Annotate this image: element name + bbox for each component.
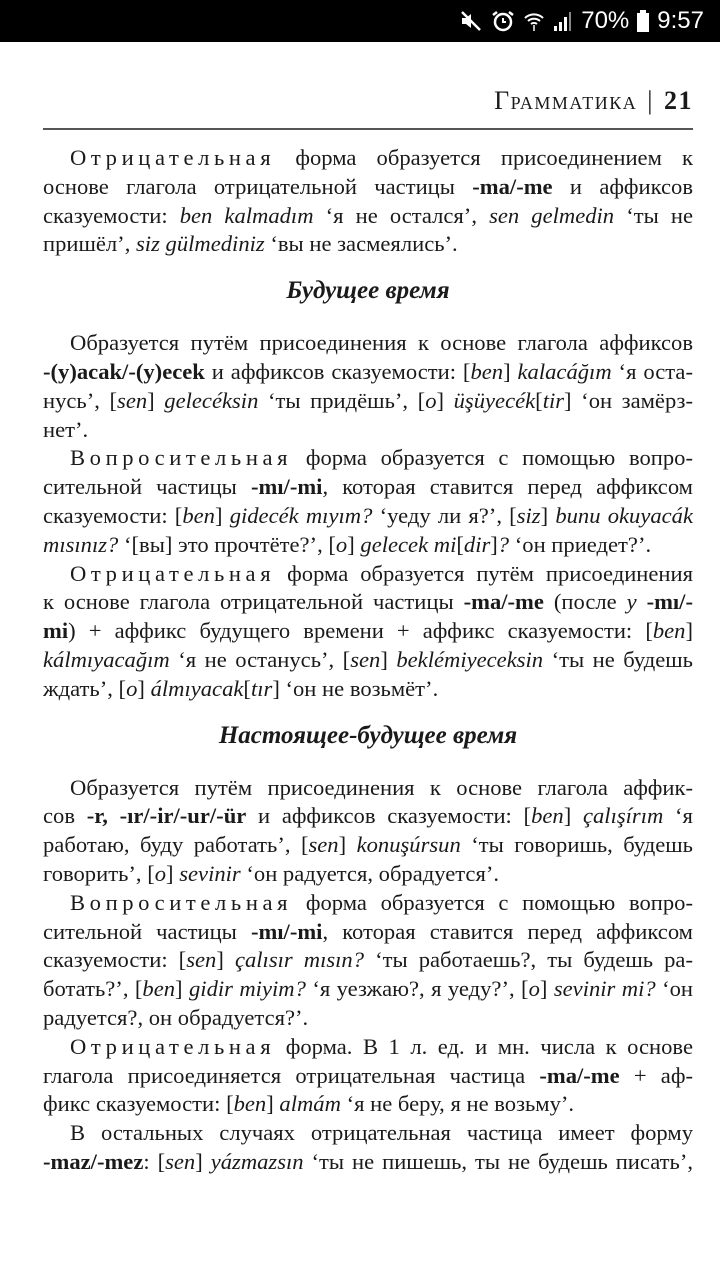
- italic-example: ben: [470, 358, 504, 384]
- text-line: [43, 387, 693, 416]
- text-segment: ]: [214, 502, 230, 528]
- italic-example: gidir miyim?: [189, 976, 306, 1002]
- text-segment: ‘ты не пишешь, ты не будешь писать’,: [303, 1148, 693, 1174]
- wifi-icon: [523, 9, 545, 33]
- italic-example: gelecek mi: [360, 531, 457, 557]
- bold-affix: mi: [43, 618, 69, 644]
- text-segment: нусь’, [: [43, 387, 118, 413]
- text-segment: ‘ты не: [614, 202, 693, 228]
- text-segment: ‘ты работаешь?, ты будешь ра-: [364, 947, 693, 973]
- status-bar: [0, 0, 720, 42]
- italic-example: ben kalmadım: [179, 202, 314, 228]
- text-segment: ]: [539, 976, 554, 1002]
- text-segment: ‘ты не будешь: [543, 646, 693, 672]
- spaced-term: Отрицательная: [70, 145, 276, 170]
- bold-affix: -maz/-mez: [43, 1148, 144, 1174]
- text-segment: ]: [490, 531, 498, 557]
- italic-example: kalacáğım: [517, 358, 612, 384]
- text-line: [43, 774, 693, 803]
- text-line: [43, 1090, 693, 1119]
- italic-example: o: [425, 387, 437, 413]
- text-segment: ]: [166, 860, 180, 886]
- page-body: [43, 144, 693, 1177]
- text-segment: ]: [216, 947, 235, 973]
- spaced-term: Отрицательная: [70, 560, 276, 586]
- italic-example: ben: [531, 803, 564, 829]
- text-segment: сительной частицы: [43, 918, 251, 944]
- spaced-term: Отрицательная: [70, 1033, 276, 1059]
- text-segment: ]: [540, 502, 556, 528]
- italic-example: mısınız?: [43, 531, 119, 557]
- text-segment: ‘[вы] это прочтёте?’, [: [118, 531, 336, 557]
- text-line: [43, 617, 693, 646]
- text-segment: сказуемости: [: [43, 502, 183, 528]
- text-segment: ‘я не остался’,: [313, 202, 490, 228]
- page-number: 21: [664, 86, 693, 115]
- text-segment: ]: [266, 1091, 280, 1117]
- text-line: [43, 144, 693, 173]
- text-line: [43, 358, 693, 387]
- bold-affix: -ma/-me: [463, 589, 544, 615]
- text-segment: ‘он: [655, 976, 693, 1002]
- text-segment: ‘я не останусь’, [: [169, 646, 351, 672]
- italic-example: sen: [308, 832, 339, 858]
- text-segment: ‘вы не засмеялись’.: [264, 231, 458, 257]
- italic-example: ben: [182, 502, 215, 528]
- text-segment: [: [243, 675, 251, 701]
- text-segment: фикс сказуемости: [: [43, 1091, 234, 1117]
- text-segment: ]: [147, 387, 165, 413]
- italic-example: dir: [463, 531, 491, 557]
- text-segment: Образуется путём присоединения к основе глагола аффиксов: [70, 330, 693, 356]
- italic-example: gelecéksin: [164, 387, 259, 413]
- section-heading: Будущее время: [286, 277, 450, 305]
- text-segment: сов: [43, 803, 87, 829]
- text-segment: ‘я уезжаю?, я уеду?’, [: [305, 976, 529, 1002]
- text-segment: , которая ставится перед аффиксом: [322, 918, 693, 944]
- text-segment: ] ‘он замёрз-: [564, 387, 693, 413]
- italic-example: bunu okuyacák: [555, 502, 693, 528]
- text-segment: радуется?, он обрадуется?’.: [43, 1004, 309, 1030]
- italic-example: tir: [542, 387, 565, 413]
- italic-example: almám: [279, 1091, 341, 1117]
- italic-example: tır: [250, 675, 273, 701]
- text-segment: : [: [143, 1148, 166, 1174]
- text-segment: нет’.: [43, 416, 89, 442]
- text-segment: ‘я оста-: [611, 358, 693, 384]
- text-line: [43, 802, 693, 831]
- text-segment: ботать?’, [: [43, 976, 143, 1002]
- text-line: [43, 202, 693, 231]
- italic-example: álmıyacak: [150, 675, 244, 701]
- text-segment: форма образуется с помощью вопро-: [292, 445, 693, 471]
- italic-example: ben: [142, 976, 176, 1002]
- italic-example: sen: [165, 1148, 196, 1174]
- italic-example: siz: [516, 502, 541, 528]
- text-segment: ]: [137, 675, 151, 701]
- italic-example: çalışírım: [582, 803, 664, 829]
- text-segment: сказуемости:: [43, 202, 180, 228]
- italic-example: ben: [652, 618, 686, 644]
- bold-affix: -(y)acak/-(y)ecek: [43, 358, 205, 384]
- text-line: [43, 1062, 693, 1091]
- text-line: [43, 646, 693, 675]
- text-segment: сказуемости: [: [43, 947, 187, 973]
- text-line: [43, 531, 693, 560]
- header-rule: [43, 128, 693, 130]
- text-segment: , которая ставится перед аффиксом: [322, 474, 693, 500]
- italic-example: y: [626, 589, 637, 615]
- text-segment: ] ‘он не возьмёт’.: [272, 675, 439, 701]
- text-segment: [637, 589, 647, 614]
- text-segment: + аф-: [619, 1062, 693, 1088]
- text-line: [43, 329, 693, 358]
- text-line: [43, 502, 693, 531]
- italic-example: gidecék mıyım?: [229, 502, 373, 528]
- text-segment: ) + аффикс будущего времени + аффикс сказуемости: [: [68, 618, 653, 644]
- text-segment: В остальных случаях отрицательная частица имеет форму: [70, 1120, 693, 1146]
- italic-example: ben: [233, 1091, 267, 1117]
- spaced-term: Вопросительная: [70, 445, 293, 471]
- italic-example: o: [528, 976, 540, 1002]
- text-segment: ]: [685, 618, 693, 644]
- italic-example: o: [154, 860, 167, 886]
- text-segment: форма образуется с помощью вопро-: [292, 889, 693, 915]
- text-line: [43, 473, 693, 502]
- text-line: [43, 560, 693, 589]
- bold-affix: -ma/-me: [539, 1062, 620, 1088]
- text-segment: форма. В 1 л. ед. и мн. числа к основе: [275, 1033, 693, 1059]
- italic-example: sen: [186, 947, 217, 973]
- italic-example: konuşúrsun: [356, 832, 461, 858]
- running-head: [43, 86, 693, 116]
- text-segment: и аффиксов сказуемости: [: [204, 358, 471, 384]
- text-segment: ‘он радуется, обрадуется’.: [240, 860, 500, 886]
- battery-percent: 70%: [581, 7, 630, 34]
- italic-example: o: [335, 531, 348, 557]
- text-segment: основе глагола отрицательной частицы: [43, 173, 473, 199]
- text-segment: форма образуется путём присоединения: [275, 560, 693, 586]
- italic-example: sevinir: [179, 860, 241, 886]
- italic-example: ?: [497, 531, 510, 557]
- text-line: [43, 1119, 693, 1148]
- text-line: [43, 918, 693, 947]
- italic-example: siz gülmediniz: [136, 231, 265, 257]
- text-segment: ]: [338, 832, 357, 858]
- text-line: [43, 1033, 693, 1062]
- bold-affix: -mı/-mi: [250, 918, 323, 944]
- text-segment: пришёл’,: [43, 231, 137, 257]
- text-segment: [: [456, 531, 464, 557]
- text-segment: [: [535, 387, 543, 413]
- text-segment: работаю, буду работать’, [: [43, 832, 309, 858]
- spaced-term: Вопросительная: [70, 889, 293, 915]
- text-segment: ]: [347, 531, 361, 557]
- text-segment: ‘ты говоришь, будешь: [460, 832, 693, 858]
- text-segment: ‘я не беру, я не возьму’.: [340, 1091, 575, 1117]
- text-segment: говорить’, [: [43, 860, 155, 886]
- text-segment: ‘ты придёшь’, [: [258, 387, 426, 413]
- text-line: [43, 588, 693, 617]
- bold-affix: -ma/-me: [472, 173, 553, 199]
- italic-example: yázmazsın: [210, 1148, 304, 1174]
- text-segment: к основе глагола отрицательной частицы: [43, 589, 464, 615]
- text-segment: ]: [175, 976, 189, 1002]
- italic-example: beklémiyeceksin: [396, 646, 544, 672]
- text-segment: ждать’, [: [43, 675, 127, 701]
- text-segment: форма образуется присоединением к: [275, 145, 693, 170]
- text-line: [43, 889, 693, 918]
- italic-example: sen gelmedin: [489, 202, 615, 228]
- mute-icon: [459, 9, 483, 33]
- text-line: [43, 444, 693, 473]
- text-line: [43, 831, 693, 860]
- italic-example: çalısır mısın?: [234, 947, 365, 973]
- text-segment: и аффиксов сказуемости: [: [246, 803, 532, 829]
- text-line: [43, 173, 693, 202]
- italic-example: üşüyecék: [453, 387, 536, 413]
- text-line: [43, 975, 693, 1004]
- alarm-icon: [491, 9, 515, 33]
- text-segment: ]: [195, 1148, 211, 1174]
- text-segment: Образуется путём присоединения к основе глагола аффик-: [70, 774, 693, 800]
- bold-affix: -mı/-mi: [250, 474, 323, 500]
- text-segment: ‘я: [663, 803, 693, 829]
- text-line: [43, 416, 693, 445]
- text-segment: (после: [543, 589, 627, 615]
- signal-icon: [553, 10, 573, 32]
- section-heading: Настоящее-будущее время: [218, 721, 518, 749]
- text-line: [43, 860, 693, 889]
- italic-example: sen: [350, 646, 381, 672]
- italic-example: sen: [117, 387, 148, 413]
- text-line: [43, 1004, 693, 1033]
- bold-affix: -mı/-: [646, 589, 693, 615]
- clock: 9:57: [657, 7, 704, 34]
- italic-example: sevinir mi?: [553, 976, 656, 1002]
- battery-icon: [637, 10, 649, 32]
- italic-example: kálmıyacağım: [43, 646, 170, 672]
- text-line: [43, 675, 693, 704]
- text-line: [43, 1148, 693, 1177]
- italic-example: o: [126, 675, 138, 701]
- text-segment: глагола присоединяется отрицательная частица: [43, 1062, 540, 1088]
- text-line: [43, 946, 693, 975]
- separator: |: [647, 86, 654, 115]
- text-segment: и аффиксов: [552, 173, 693, 199]
- text-segment: ]: [503, 358, 518, 384]
- text-segment: ]: [436, 387, 454, 413]
- chapter-title: Грамматика: [494, 86, 638, 115]
- text-segment: ]: [380, 646, 397, 672]
- text-segment: сительной частицы: [43, 474, 251, 500]
- text-segment: ‘он приедет?’.: [509, 531, 652, 557]
- text-segment: ‘уеду ли я?’, [: [372, 502, 517, 528]
- text-line: [43, 230, 693, 259]
- bold-affix: -r, -ır/-ir/-ur/-ür: [86, 803, 247, 829]
- text-segment: ]: [563, 803, 583, 829]
